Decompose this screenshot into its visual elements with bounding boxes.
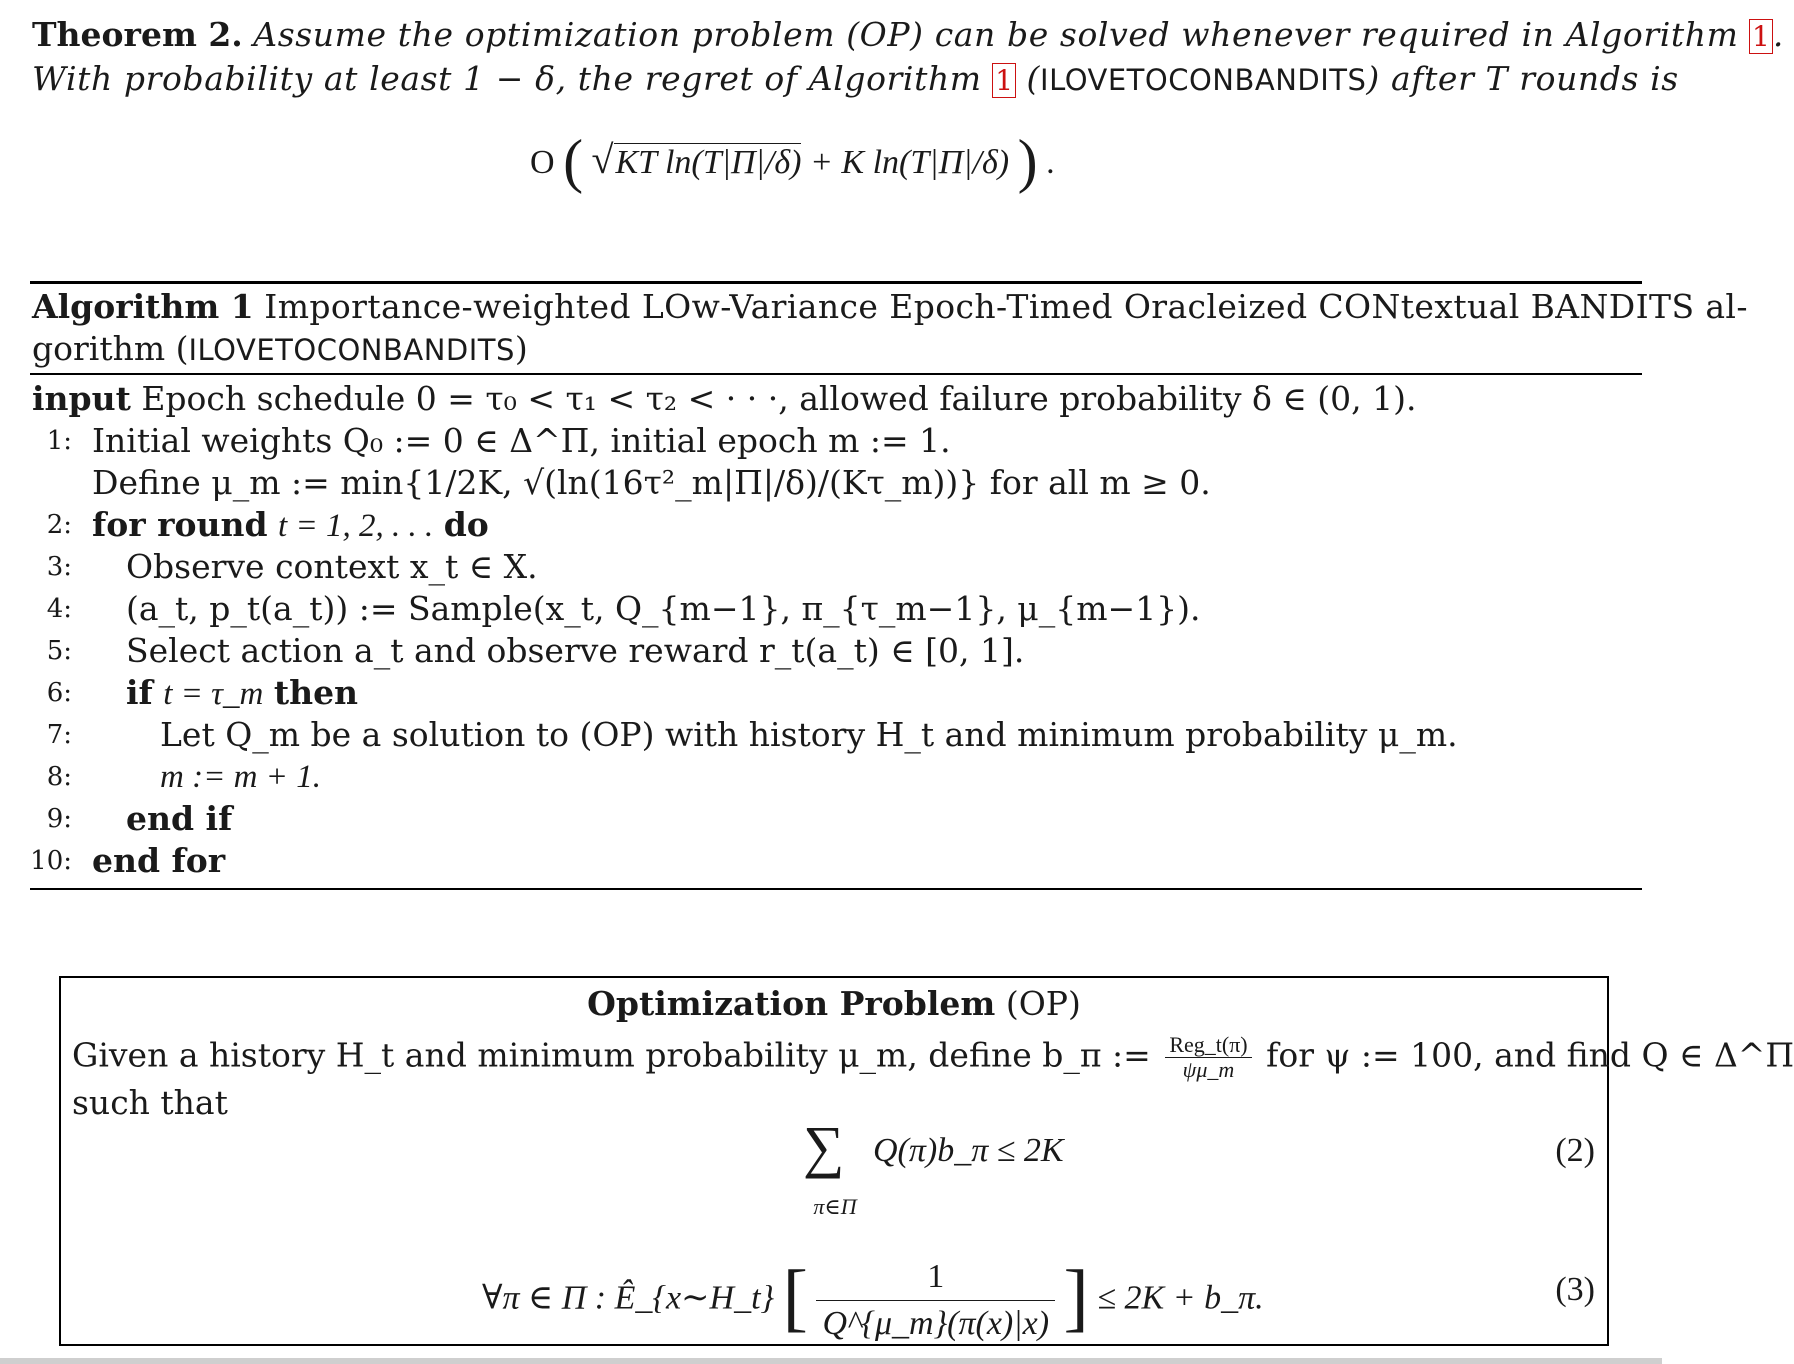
- line-number: 2:: [46, 510, 72, 540]
- algorithm-title-cont: gorithm (: [32, 329, 189, 368]
- line-text: Observe context x_t ∈ X.: [126, 547, 538, 586]
- line-number: 9:: [46, 804, 72, 834]
- end-for-keyword: end for: [92, 841, 226, 880]
- big-o: O: [530, 144, 555, 181]
- theorem-text-2: With probability at least 1 − δ, the regret of Algorithm: [32, 59, 982, 98]
- line-number: 3:: [46, 552, 72, 582]
- op-title: [61, 984, 1607, 1023]
- equation-2: [803, 1114, 1064, 1219]
- line-text: Define μ_m := min{1/2K, √(ln(16τ²_m|Π|/δ)/(Kτ_m))} for all m ≥ 0.: [92, 463, 1211, 502]
- input-keyword: input: [32, 379, 131, 418]
- formula-period: .: [1046, 144, 1055, 181]
- equation-number-3: (3): [1555, 1271, 1595, 1308]
- line-number: 8:: [46, 762, 72, 792]
- line-text: Select action a_t and observe reward r_t(a_t) ∈ [0, 1].: [126, 631, 1025, 670]
- algorithm-line: [30, 672, 1642, 714]
- then-keyword: then: [273, 673, 359, 712]
- algorithm-reference-link-2[interactable]: 1: [992, 63, 1016, 98]
- end-if-keyword: end if: [126, 799, 233, 838]
- theorem-line-2: With probability at least 1 − δ, the regret of Algorithm 1 (ILOVETOCONBANDITS) after T rounds is: [32, 59, 1679, 98]
- equation-3-lhs: ∀π ∈ Π : Ê_{x∼H_t}: [482, 1279, 775, 1317]
- b-pi-fraction: [1165, 1033, 1251, 1082]
- theorem-block: [32, 14, 1784, 102]
- op-title-label: (OP): [1005, 984, 1081, 1023]
- log-term: + K ln(T|Π|/δ): [809, 144, 1010, 181]
- theorem-line-1: Theorem 2. Assume the optimization problem (OP) can be solved whenever required in Algorithm 1.: [32, 15, 1784, 54]
- algorithm-line: [30, 546, 1642, 588]
- line-text: Let Q_m be a solution to (OP) with history H_t and minimum probability μ_m.: [160, 715, 1458, 754]
- op-text-b: for ψ := 100, and find Q ∈ Δ^Π: [1266, 1035, 1794, 1075]
- sum-symbol: ∑: [803, 1114, 845, 1179]
- caption-close-paren: ): [514, 329, 528, 368]
- line-text: m := m + 1.: [160, 759, 321, 795]
- line-text: t = τ_m: [163, 676, 264, 712]
- sqrt-term: KT ln(T|Π|/δ): [615, 144, 802, 181]
- algorithm-input-line: [30, 378, 1642, 420]
- op-description: [72, 1032, 1794, 1124]
- line-text: (a_t, p_t(a_t)) := Sample(x_t, Q_{m−1}, π_{τ_m−1}, μ_{m−1}).: [126, 589, 1201, 628]
- do-keyword: do: [443, 505, 489, 544]
- for-keyword: for round: [92, 505, 268, 544]
- sum-subscript: π∈Π: [813, 1194, 857, 1219]
- algorithm-name: ILOVETOCONBANDITS: [188, 333, 515, 367]
- theorem-text-3: ) after T rounds is: [1366, 59, 1679, 98]
- algorithm-line: [30, 714, 1642, 756]
- algorithm-bottom-rule: [30, 888, 1642, 890]
- line-number: 10:: [30, 846, 72, 876]
- algorithm-reference-link[interactable]: 1: [1749, 19, 1773, 54]
- optimization-problem-box: [59, 976, 1794, 1346]
- line-number: 4:: [46, 594, 72, 624]
- equation-3: ∀π ∈ Π : Ê_{x∼H_t} [ $\frac{1}{Q\^{}\{\mu\_m\}(\pi(x)|x)}$ ] ≤ 2K + b_π.: [482, 1254, 1264, 1347]
- op-text-c: such that: [72, 1083, 228, 1122]
- op-title-bold: Optimization Problem: [587, 984, 996, 1023]
- algorithm-caption: [32, 286, 1748, 371]
- op-text-a: Given a history H_t and minimum probability μ_m, define b_π :=: [72, 1035, 1151, 1075]
- fraction-numerator: Reg_t(π): [1165, 1033, 1251, 1058]
- line-number: 5:: [46, 636, 72, 666]
- algorithm-line: [30, 462, 1642, 504]
- fraction-denominator: Q^{μ_m}(π(x)|x): [822, 1305, 1050, 1342]
- algorithm-line: [30, 798, 1642, 840]
- line-text: t = 1, 2, . . .: [278, 508, 434, 544]
- algorithm-line: [30, 420, 1642, 462]
- equation-3-fraction: [816, 1254, 1055, 1347]
- algorithm-line: [30, 504, 1642, 546]
- algorithm-top-rule: [30, 281, 1642, 284]
- algorithm-mid-rule: [30, 373, 1642, 375]
- algorithm-line: [30, 840, 1642, 882]
- equation-number-2: (2): [1555, 1132, 1595, 1169]
- theorem-algorithm-name: ILOVETOCONBANDITS: [1040, 63, 1367, 97]
- fraction-denominator: ψμ_m: [1182, 1057, 1235, 1082]
- algorithm-line: [30, 756, 1642, 798]
- equation-2-body: Q(π)b_π ≤ 2K: [873, 1132, 1064, 1169]
- theorem-label: Theorem 2.: [32, 15, 243, 54]
- line-number: 1:: [46, 426, 72, 456]
- algorithm-line: [30, 588, 1642, 630]
- line-number: 7:: [46, 720, 72, 750]
- algorithm-body: [30, 378, 1642, 882]
- regret-bound-formula: O ( √KT ln(T|Π|/δ) + K ln(T|Π|/δ) ) .: [530, 128, 1055, 194]
- fraction-numerator: 1: [816, 1254, 1055, 1301]
- equation-3-rhs: ≤ 2K + b_π.: [1097, 1279, 1264, 1317]
- algorithm-label: Algorithm 1: [32, 287, 254, 326]
- theorem-text-1: Assume the optimization problem (OP) can be solved whenever required in Algorithm: [253, 15, 1739, 54]
- algorithm-line: [30, 630, 1642, 672]
- if-keyword: if: [126, 673, 153, 712]
- algorithm-title: Importance-weighted LOw-Variance Epoch-Timed Oracleized CONtextual BANDITS al-: [264, 287, 1748, 326]
- line-number: 6:: [46, 678, 72, 708]
- input-text: Epoch schedule 0 = τ₀ < τ₁ < τ₂ < · · ·, allowed failure probability δ ∈ (0, 1).: [141, 379, 1417, 418]
- page-bottom-edge: [0, 1358, 1662, 1364]
- line-text: Initial weights Q₀ := 0 ∈ Δ^Π, initial epoch m := 1.: [92, 421, 951, 460]
